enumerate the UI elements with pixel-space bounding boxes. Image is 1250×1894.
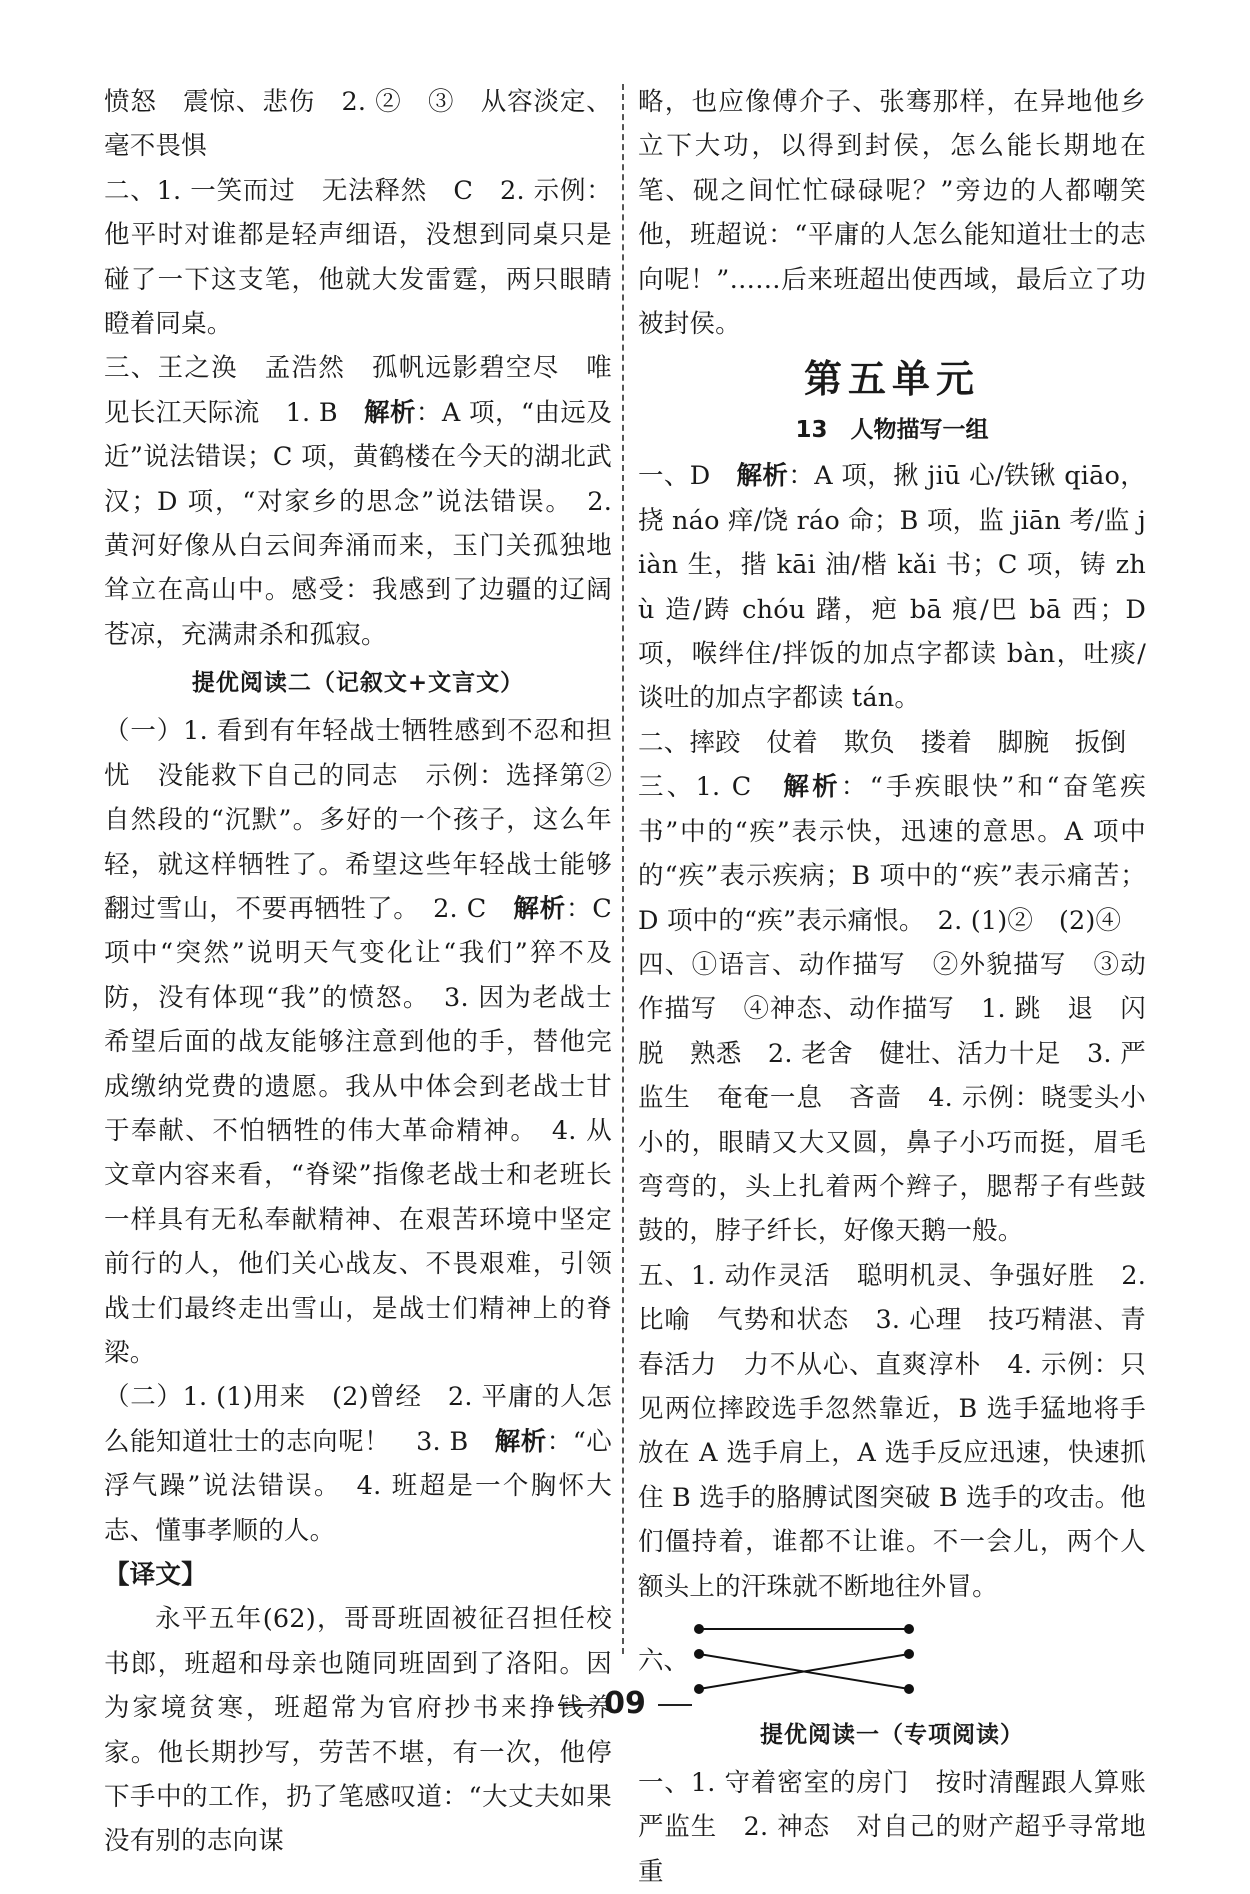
answer-paragraph: [638, 454, 1146, 720]
answer-paragraph: 二、1. 一笑而过 无法释然 C 2. 示例：他平时对谁都是轻声细语，没想到同桌只是碰了一下这支笔，他就大发雷霆，两只眼睛瞪着同桌。: [104, 175, 612, 340]
answer-text: ：A 项，“由远及近”说法错误；C 项，黄鹤楼在今天的湖北武汉；D 项，“对家乡的思念”说法错误。 2. 黄河好像从白云间奔涌而来，玉门关孤独地耸立在高山中。感受：我感到了边疆的辽阔苍凉，充满肃杀和孤寂。: [104, 397, 612, 650]
answer-text: 一、D: [638, 461, 737, 492]
page-number-dash-right: [658, 1704, 692, 1706]
match-dot: [905, 1650, 913, 1658]
answer-paragraph: [104, 346, 612, 657]
answer-paragraph: [104, 709, 612, 1375]
section-title: 提优阅读一（专项阅读）: [760, 1722, 1024, 1748]
answer-paragraph: 愤怒 震惊、悲伤 2. ② ③ 从容淡定、毫不畏惧: [104, 87, 612, 162]
page-number-text: 09: [604, 1686, 646, 1721]
answer-paragraph: 五、1. 动作灵活 聪明机灵、争强好胜 2. 比喻 气势和状态 3. 心理 技巧精湛、青春活力 力不从心、直爽淳朴 4. 示例：只见两位摔跤选手忽然靠近，B 选手猛地将手放在 A 选手肩上，A 选手反应迅速，快速抓住 B 选手的胳膊试图突破 B 选手的攻击。他们僵持着，谁都不让谁。不一会儿，两个人额头上的汗珠就不断地往外冒。: [638, 1260, 1147, 1602]
answer-paragraph: 二、摔跤 仗着 欺负 搂着 脚腕 扳倒: [638, 727, 1127, 758]
matching-label: 六、: [638, 1646, 690, 1676]
answer-paragraph: [638, 765, 1146, 943]
page-number: [0, 1686, 1250, 1721]
analysis-label: 解析: [364, 397, 416, 428]
answer-text: ：“心浮气躁”说法错误。 4. 班超是一个胸怀大志、懂事孝顺的人。: [104, 1426, 613, 1546]
analysis-label: 解析: [783, 772, 841, 803]
translation-paragraph: 永平五年(62)，哥哥班固被征召担任校书郎，班超和母亲也随同班固到了洛阳。因为家境贫寒，班超常为官府抄书来挣钱养家。他长期抄写，劳苦不堪，有一次，他停下手中的工作，扔了笔感叹道：“大丈夫如果没有别的志向谋: [104, 1604, 612, 1857]
section-title: 提优阅读二（记叙文+文言文）: [191, 670, 525, 697]
answer-paragraph: [104, 1375, 612, 1553]
answer-text: ：A 项，揪 jiū 心/铁锹 qiāo，挠 náo 痒/饶 ráo 命；B 项，监 jiān 考/监 jiàn 生，揩 kāi 油/楷 kǎi 书；C 项，铸 zhù 造/踌 chóu 躇，疤 bā 痕/巴 bā 西；D 项，喉绊住/拌饭的加点字都读 bàn，吐痰/谈吐的加点字都读 tán。: [638, 461, 1147, 714]
answer-text: ：C 项中“突然”说明天气变化让“我们”猝不及防，没有体现“我”的愤怒。 3. 因为老战士希望后面的战友能够注意到他的手，替他完成缴纳党费的遗愿。我从中体会到老战士甘于奉献、不怕牺牲的伟大革命精神。 4. 从文章内容来看，“脊梁”指像老战士和老班长一样具有无私奉献精神、在艰苦环境中坚定前行的人，他们关心战友、不畏艰难，引领战士们最终走出雪山，是战士们精神上的脊梁。: [104, 893, 612, 1368]
translation-label: 【译文】: [104, 1560, 207, 1590]
right-column: [638, 80, 1172, 1894]
match-dot: [695, 1650, 703, 1658]
answer-paragraph: 一、1. 守着密室的房门 按时清醒跟人算账 严监生 2. 神态 对自己的财产超乎寻常地重: [638, 1768, 1172, 1887]
answer-paragraph: 四、①语言、动作描写 ②外貌描写 ③动作描写 ④神态、动作描写 1. 跳 退 闪 脱 熟悉 2. 老舍 健壮、活力十足 3. 严监生 奄奄一息 吝啬 4. 示例：晓雯头小小的，眼睛又大又圆，鼻子小巧而挺，眉毛弯弯的，头上扎着两个辫子，腮帮子有些鼓鼓的，脖子纤长，好像天鹅一般。: [638, 949, 1172, 1247]
lesson-title: 13 人物描写一组: [795, 417, 989, 444]
match-dot: [905, 1625, 913, 1633]
answer-text: ：“手疾眼快”和“奋笔疾书”中的“疾”表示快，迅速的意思。A 项中的“疾”表示疾病；B 项中的“疾”表示痛苦；D 项中的“疾”表示痛恨。 2. (1)② (2)④: [638, 772, 1146, 936]
analysis-label: 解析: [736, 461, 789, 492]
page-number-dash-left: [558, 1704, 592, 1706]
left-column: [104, 80, 612, 1864]
answer-text: （一）1. 看到有年轻战士牺牲感到不忍和担忧 没能救下自己的同志 示例：选择第②自然段的“沉默”。多好的一个孩子，这么年轻，就这样牺牲了。希望这些年轻战士能够翻过雪山，不要再牺牲了。 2. C: [104, 716, 612, 924]
match-dot: [695, 1625, 703, 1633]
answer-text: （二）1. (1)用来 (2)曾经 2. 平庸的人怎么能知道壮士的志向呢！ 3. B: [104, 1382, 612, 1457]
answer-text: 三、1. C: [638, 772, 784, 803]
answer-text: 三、王之涣 孟浩然 孤帆远影碧空尽 唯见长江天际流 1. B: [104, 353, 612, 428]
analysis-label: 解析: [513, 893, 566, 924]
unit-title: 第五单元: [803, 356, 980, 402]
analysis-label: 解析: [494, 1426, 547, 1457]
translation-paragraph: 略，也应像傅介子、张骞那样，在异地他乡立下大功，以得到封侯，怎么能长期地在笔、砚之间忙忙碌碌呢？”旁边的人都嘲笑他，班超说：“平庸的人怎么能知道壮士的志向呢！”……后来班超出使西域，最后立了功被封侯。: [638, 87, 1146, 340]
column-divider: [622, 84, 624, 1654]
